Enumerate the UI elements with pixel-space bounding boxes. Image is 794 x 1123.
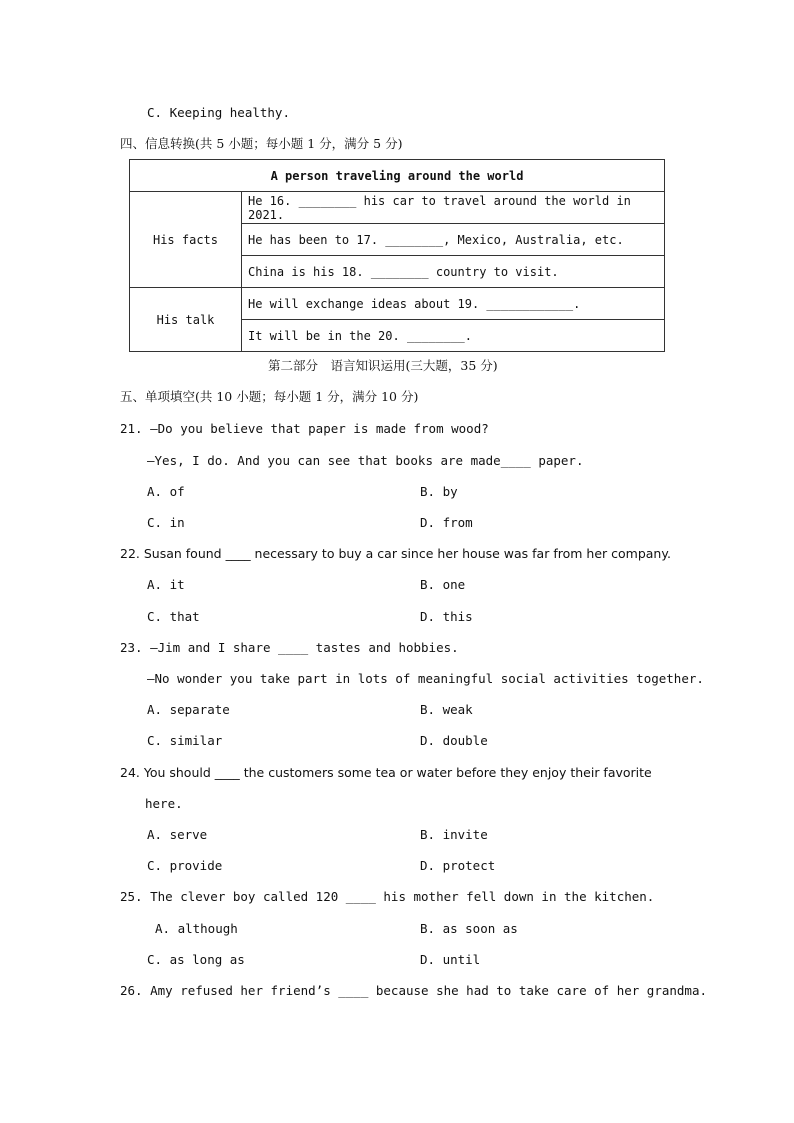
q25-option-c[interactable]: C. as long as bbox=[147, 952, 245, 967]
question-23-stem: 23. —Jim and I share ____ tastes and hobbies. bbox=[120, 640, 459, 655]
q22-option-a[interactable]: A. it bbox=[147, 577, 185, 592]
question-24-stem: 24. You should ____ the customers some tea or water before they enjoy their favorite bbox=[120, 765, 652, 780]
question-26-stem: 26. Amy refused her friend’s ____ because she had to take care of her grandma. bbox=[120, 983, 707, 998]
table-row-18: China is his 18. ________ country to visit. bbox=[242, 256, 665, 288]
talk-label: His talk bbox=[130, 288, 242, 352]
q24-option-b[interactable]: B. invite bbox=[420, 827, 488, 842]
q23-option-a[interactable]: A. separate bbox=[147, 702, 230, 717]
q24-option-a[interactable]: A. serve bbox=[147, 827, 208, 842]
table-row-16: He 16. ________ his car to travel around the world in 2021. bbox=[242, 192, 665, 224]
question-21-reply: —Yes, I do. And you can see that books are made____ paper. bbox=[147, 453, 584, 468]
table-row-17: He has been to 17. ________, Mexico, Australia, etc. bbox=[242, 224, 665, 256]
q23-option-d[interactable]: D. double bbox=[420, 733, 488, 748]
q24-option-d[interactable]: D. protect bbox=[420, 858, 496, 873]
section-4-heading: 四、信息转换(共 5 小题；每小题 1 分，满分 5 分) bbox=[120, 136, 403, 151]
q25-option-d[interactable]: D. until bbox=[420, 952, 481, 967]
q23-option-c[interactable]: C. similar bbox=[147, 733, 223, 748]
part-2-heading: 第二部分 语言知识运用(三大题，35 分) bbox=[268, 358, 498, 373]
q22-option-d[interactable]: D. this bbox=[420, 609, 473, 624]
question-24-stem-cont: here. bbox=[145, 796, 183, 811]
info-table bbox=[129, 159, 665, 352]
table-title: A person traveling around the world bbox=[130, 160, 665, 192]
table-row-19: He will exchange ideas about 19. ____________. bbox=[242, 288, 665, 320]
question-25-stem: 25. The clever boy called 120 ____ his mother fell down in the kitchen. bbox=[120, 889, 655, 904]
q21-option-b[interactable]: B. by bbox=[420, 484, 458, 499]
q21-option-c[interactable]: C. in bbox=[147, 515, 185, 530]
question-22-stem: 22. Susan found ____ necessary to buy a car since her house was far from her company. bbox=[120, 546, 671, 561]
q21-option-d[interactable]: D. from bbox=[420, 515, 473, 530]
q21-option-a[interactable]: A. of bbox=[147, 484, 185, 499]
table-row-20: It will be in the 20. ________. bbox=[242, 320, 665, 352]
facts-label: His facts bbox=[130, 192, 242, 288]
question-21-stem: 21. —Do you believe that paper is made from wood? bbox=[120, 421, 489, 436]
previous-option-c: C. Keeping healthy. bbox=[147, 105, 290, 120]
q25-option-a[interactable]: A. although bbox=[155, 921, 238, 936]
q22-option-b[interactable]: B. one bbox=[420, 577, 466, 592]
q24-option-c[interactable]: C. provide bbox=[147, 858, 223, 873]
q22-option-c[interactable]: C. that bbox=[147, 609, 200, 624]
question-23-reply: —No wonder you take part in lots of meaningful social activities together. bbox=[147, 671, 704, 686]
section-5-heading: 五、单项填空(共 10 小题；每小题 1 分，满分 10 分) bbox=[120, 389, 419, 404]
q23-option-b[interactable]: B. weak bbox=[420, 702, 473, 717]
q25-option-b[interactable]: B. as soon as bbox=[420, 921, 518, 936]
